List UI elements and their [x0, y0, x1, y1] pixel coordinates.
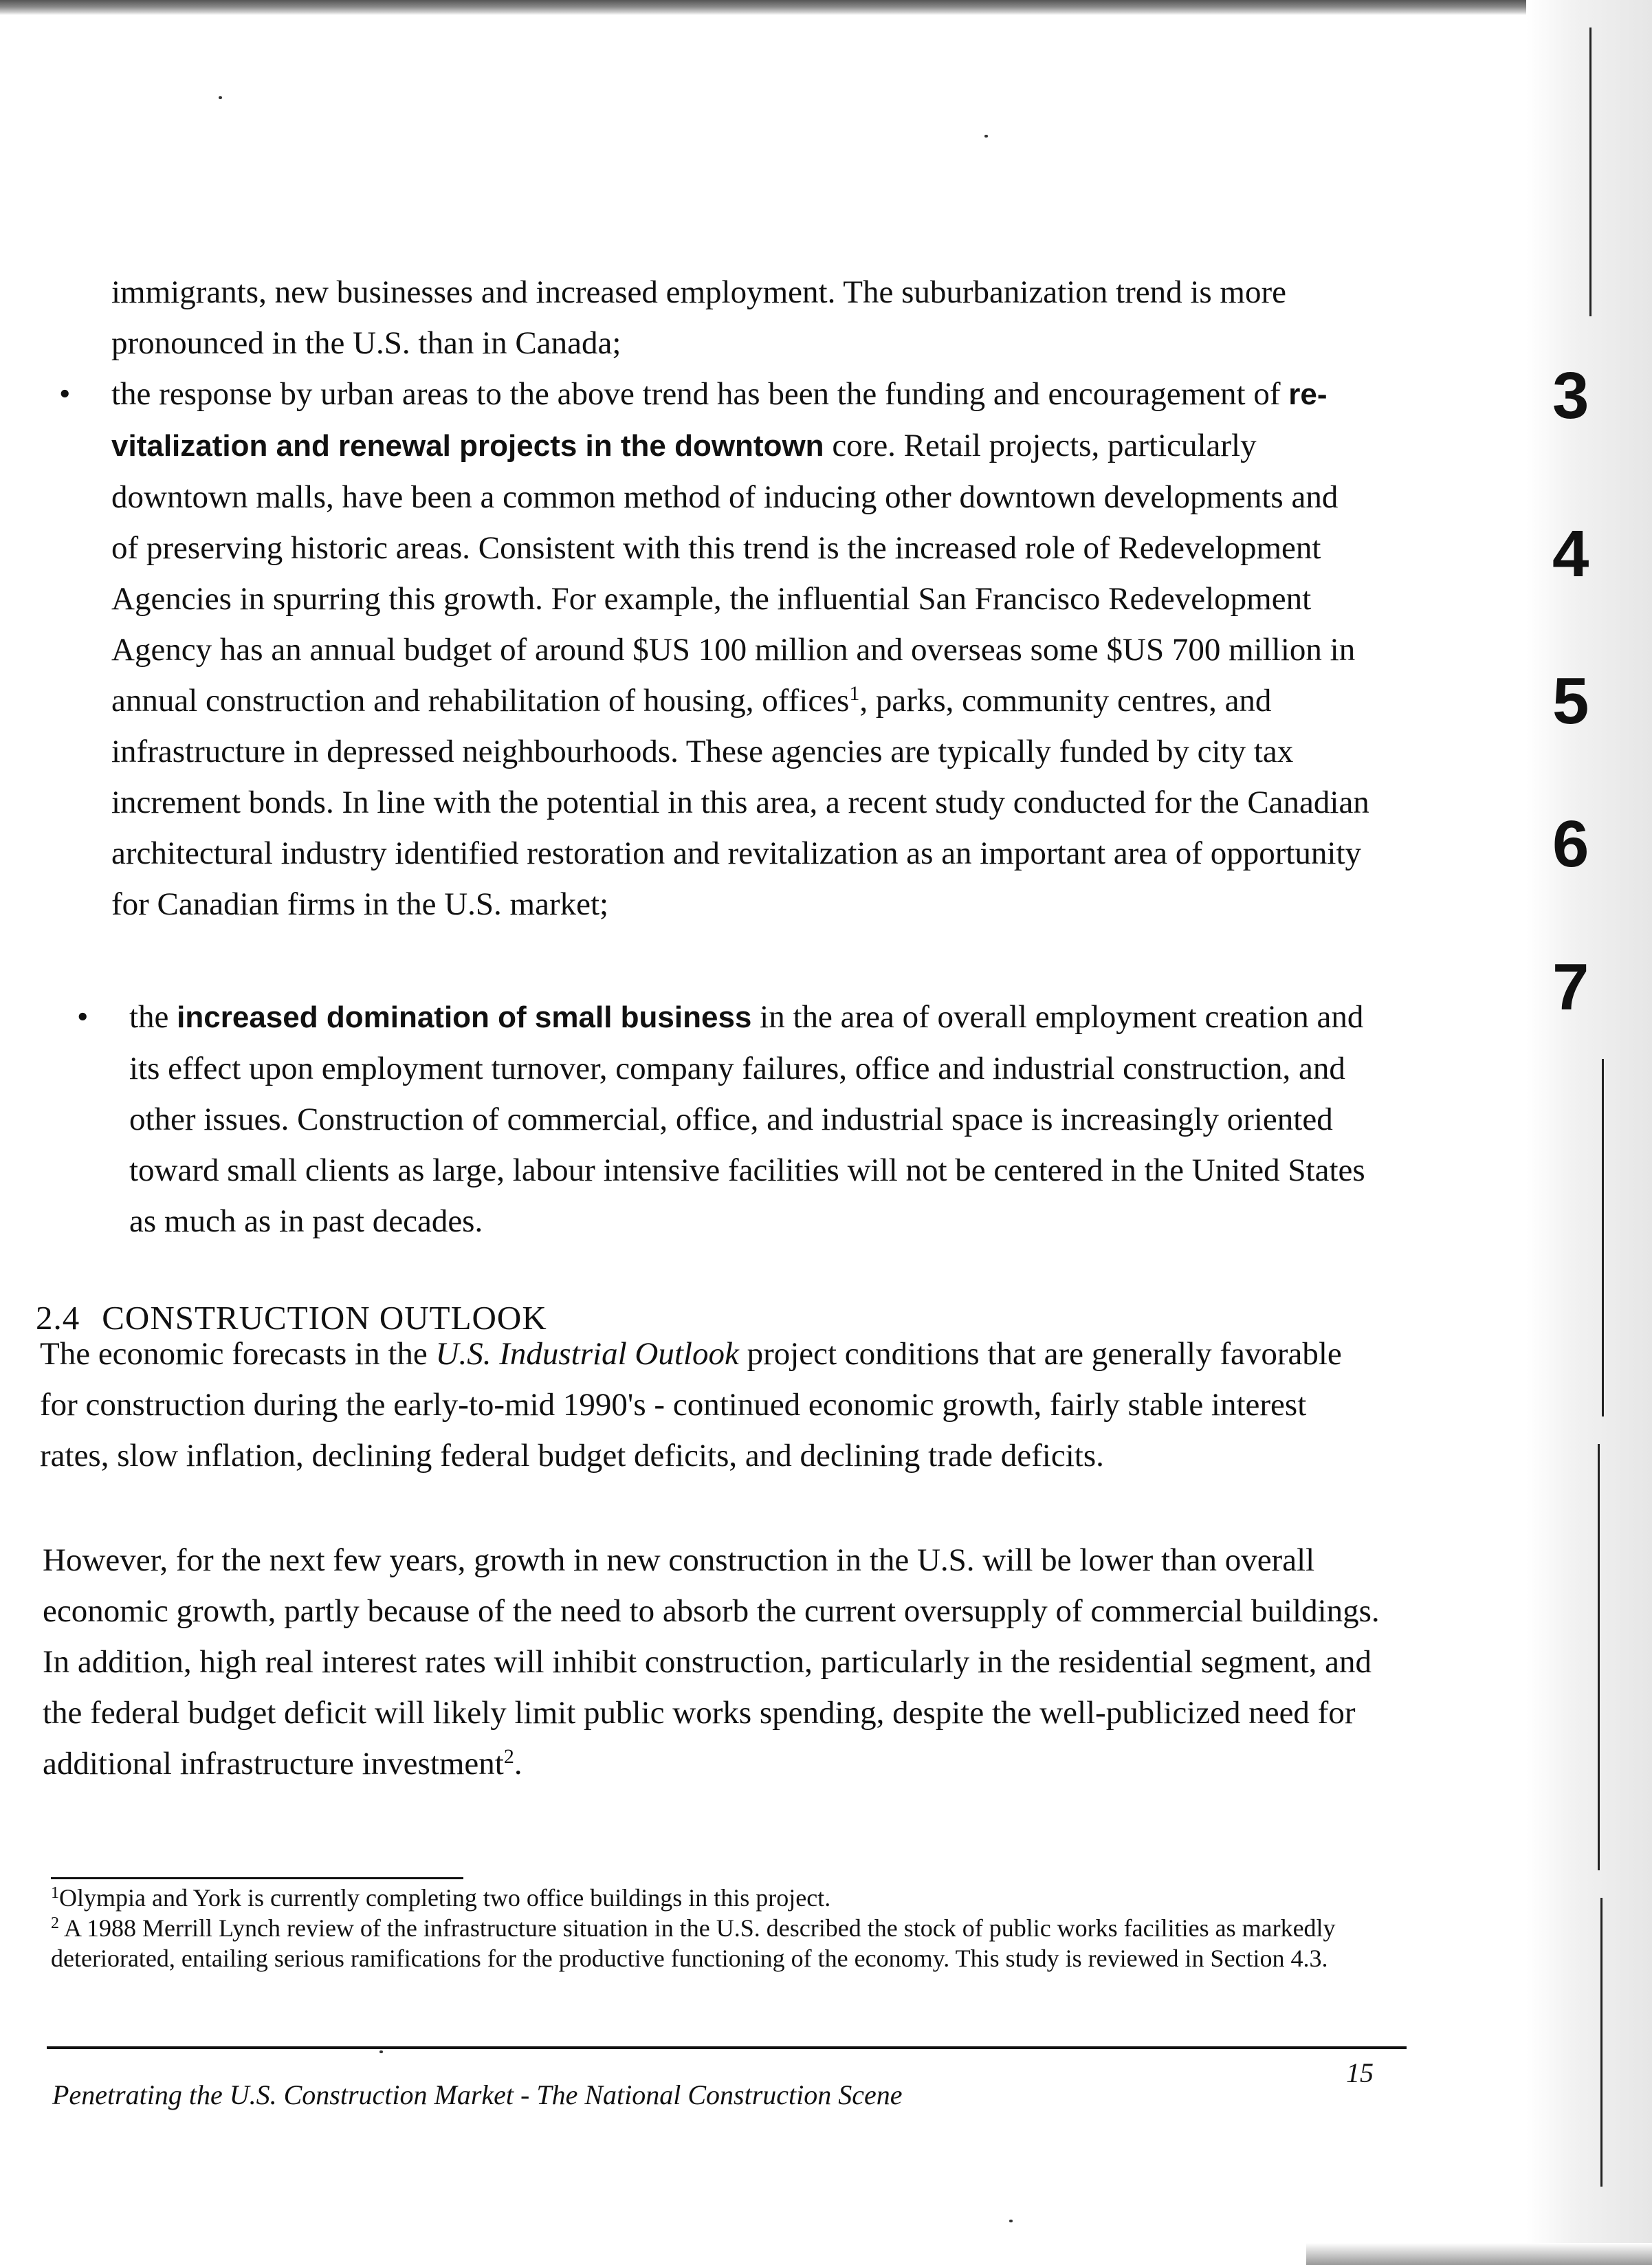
bullet-icon: •	[59, 376, 71, 412]
bullet-text-part: the response by urban areas to the above trend has been the funding and encouragement of	[111, 376, 1289, 412]
outlook-paragraph-2	[43, 1535, 1390, 1789]
bullet-text-part: the	[129, 999, 177, 1035]
footnote-divider	[51, 1877, 463, 1879]
scan-speck	[379, 2050, 383, 2053]
publication-title: U.S. Industrial Outlook	[435, 1336, 739, 1372]
bullet-bold-text: increased domination of small business	[177, 1000, 752, 1034]
paragraph-text: project conditions that are generally favorable for construction during the early-to-mid 1990's - continued economic growth, fairly stable interest rates, slow inflation, declining federal budget deficits, and declining trade deficits.	[40, 1336, 1342, 1474]
section-tab-7: 7	[1552, 950, 1589, 1024]
footnote-1	[51, 1883, 1378, 1913]
edge-line	[1602, 1059, 1604, 1416]
scan-top-edge	[0, 0, 1652, 15]
section-title: CONSTRUCTION OUTLOOK	[102, 1299, 547, 1337]
footnotes	[51, 1883, 1378, 1973]
footnote-marker: 1	[51, 1884, 59, 1902]
footer-title: Penetrating the U.S. Construction Market - The National Construction Scene	[52, 2079, 903, 2110]
footer-divider	[47, 2046, 1407, 2049]
page-number: 15	[1346, 2057, 1374, 2088]
footnote-ref: 2	[503, 1745, 514, 1768]
continued-paragraph	[111, 267, 1369, 369]
scan-speck	[984, 135, 988, 138]
paragraph-text: However, for the next few years, growth in new construction in the U.S. will be lower than overall economic growth, partly because of the need to absorb the current oversupply of commercial buildings. In addition, high real interest rates will inhibit construction, particularly in the residential segment, and the federal budget deficit will likely limit public works spending, despite the well-publicized need for additional infrastructure investment	[43, 1542, 1380, 1782]
bullet-text-part: in the area of overall employment creation and its effect upon employment turnover, company failures, office and industrial construction, and other issues. Construction of commercial, office, and industrial space is increasingly oriented toward small clients as large, labour intensive facilities will not be centered in the United States as much as in past decades.	[129, 999, 1365, 1239]
scan-speck	[219, 96, 222, 99]
bullet-bold-text: re-vitalization and renewal projects in the downtown	[111, 378, 1328, 463]
section-tab-3: 3	[1552, 359, 1589, 433]
edge-line	[1600, 1898, 1603, 2187]
bullet-text	[111, 369, 1369, 930]
continued-paragraph-text: immigrants, new businesses and increased employment. The suburbanization trend is more pronounced in the U.S. than in Canada;	[111, 274, 1287, 361]
scan-speck	[1009, 2220, 1013, 2222]
section-tab-5: 5	[1552, 664, 1589, 738]
scan-bottom-edge	[1306, 2243, 1652, 2265]
edge-line	[1589, 28, 1592, 316]
bullet-text	[129, 992, 1374, 1247]
footnote-text: Olympia and York is currently completing two office buildings in this project.	[59, 1884, 831, 1912]
section-tab-6: 6	[1552, 807, 1589, 881]
section-number: 2.4	[36, 1299, 80, 1337]
bullet-icon: •	[77, 999, 89, 1035]
outlook-paragraph-1	[40, 1328, 1380, 1481]
footnote-text: A 1988 Merrill Lynch review of the infrastructure situation in the U.S. described the stock of public works facilities as markedly deteriorated, entailing serious ramifications for the productive functioning of the economy. This study is reviewed in Section 4.3.	[51, 1914, 1336, 1972]
binder-tab-edge	[1526, 0, 1652, 2265]
edge-line	[1598, 1444, 1600, 1870]
footnote-2	[51, 1913, 1378, 1973]
bullet-text-part: core. Retail projects, particularly downtown malls, have been a common method of inducing other downtown developments and of preserving historic areas. Consistent with this trend is the increased role of Redevelopment Agencies in spurring this growth. For example, the influential San Francisco Redevelopment Agency has an annual budget of around $US 100 million and overseas some $US 700 million in annual construction and rehabilitation of housing, offices	[111, 428, 1356, 719]
paragraph-text: The economic forecasts in the	[40, 1336, 436, 1372]
footnote-marker: 2	[51, 1914, 59, 1932]
paragraph-text: .	[514, 1746, 522, 1782]
section-tab-4: 4	[1552, 517, 1589, 591]
footnote-ref: 1	[849, 682, 860, 705]
bullet-text-part: , parks, community centres, and infrastructure in depressed neighbourhoods. These agencies are typically funded by city tax increment bonds. In line with the potential in this area, a recent study conducted for the Canadian architectural industry identified restoration and revitalization as an important area of opportunity for Canadian firms in the U.S. market;	[111, 683, 1369, 922]
